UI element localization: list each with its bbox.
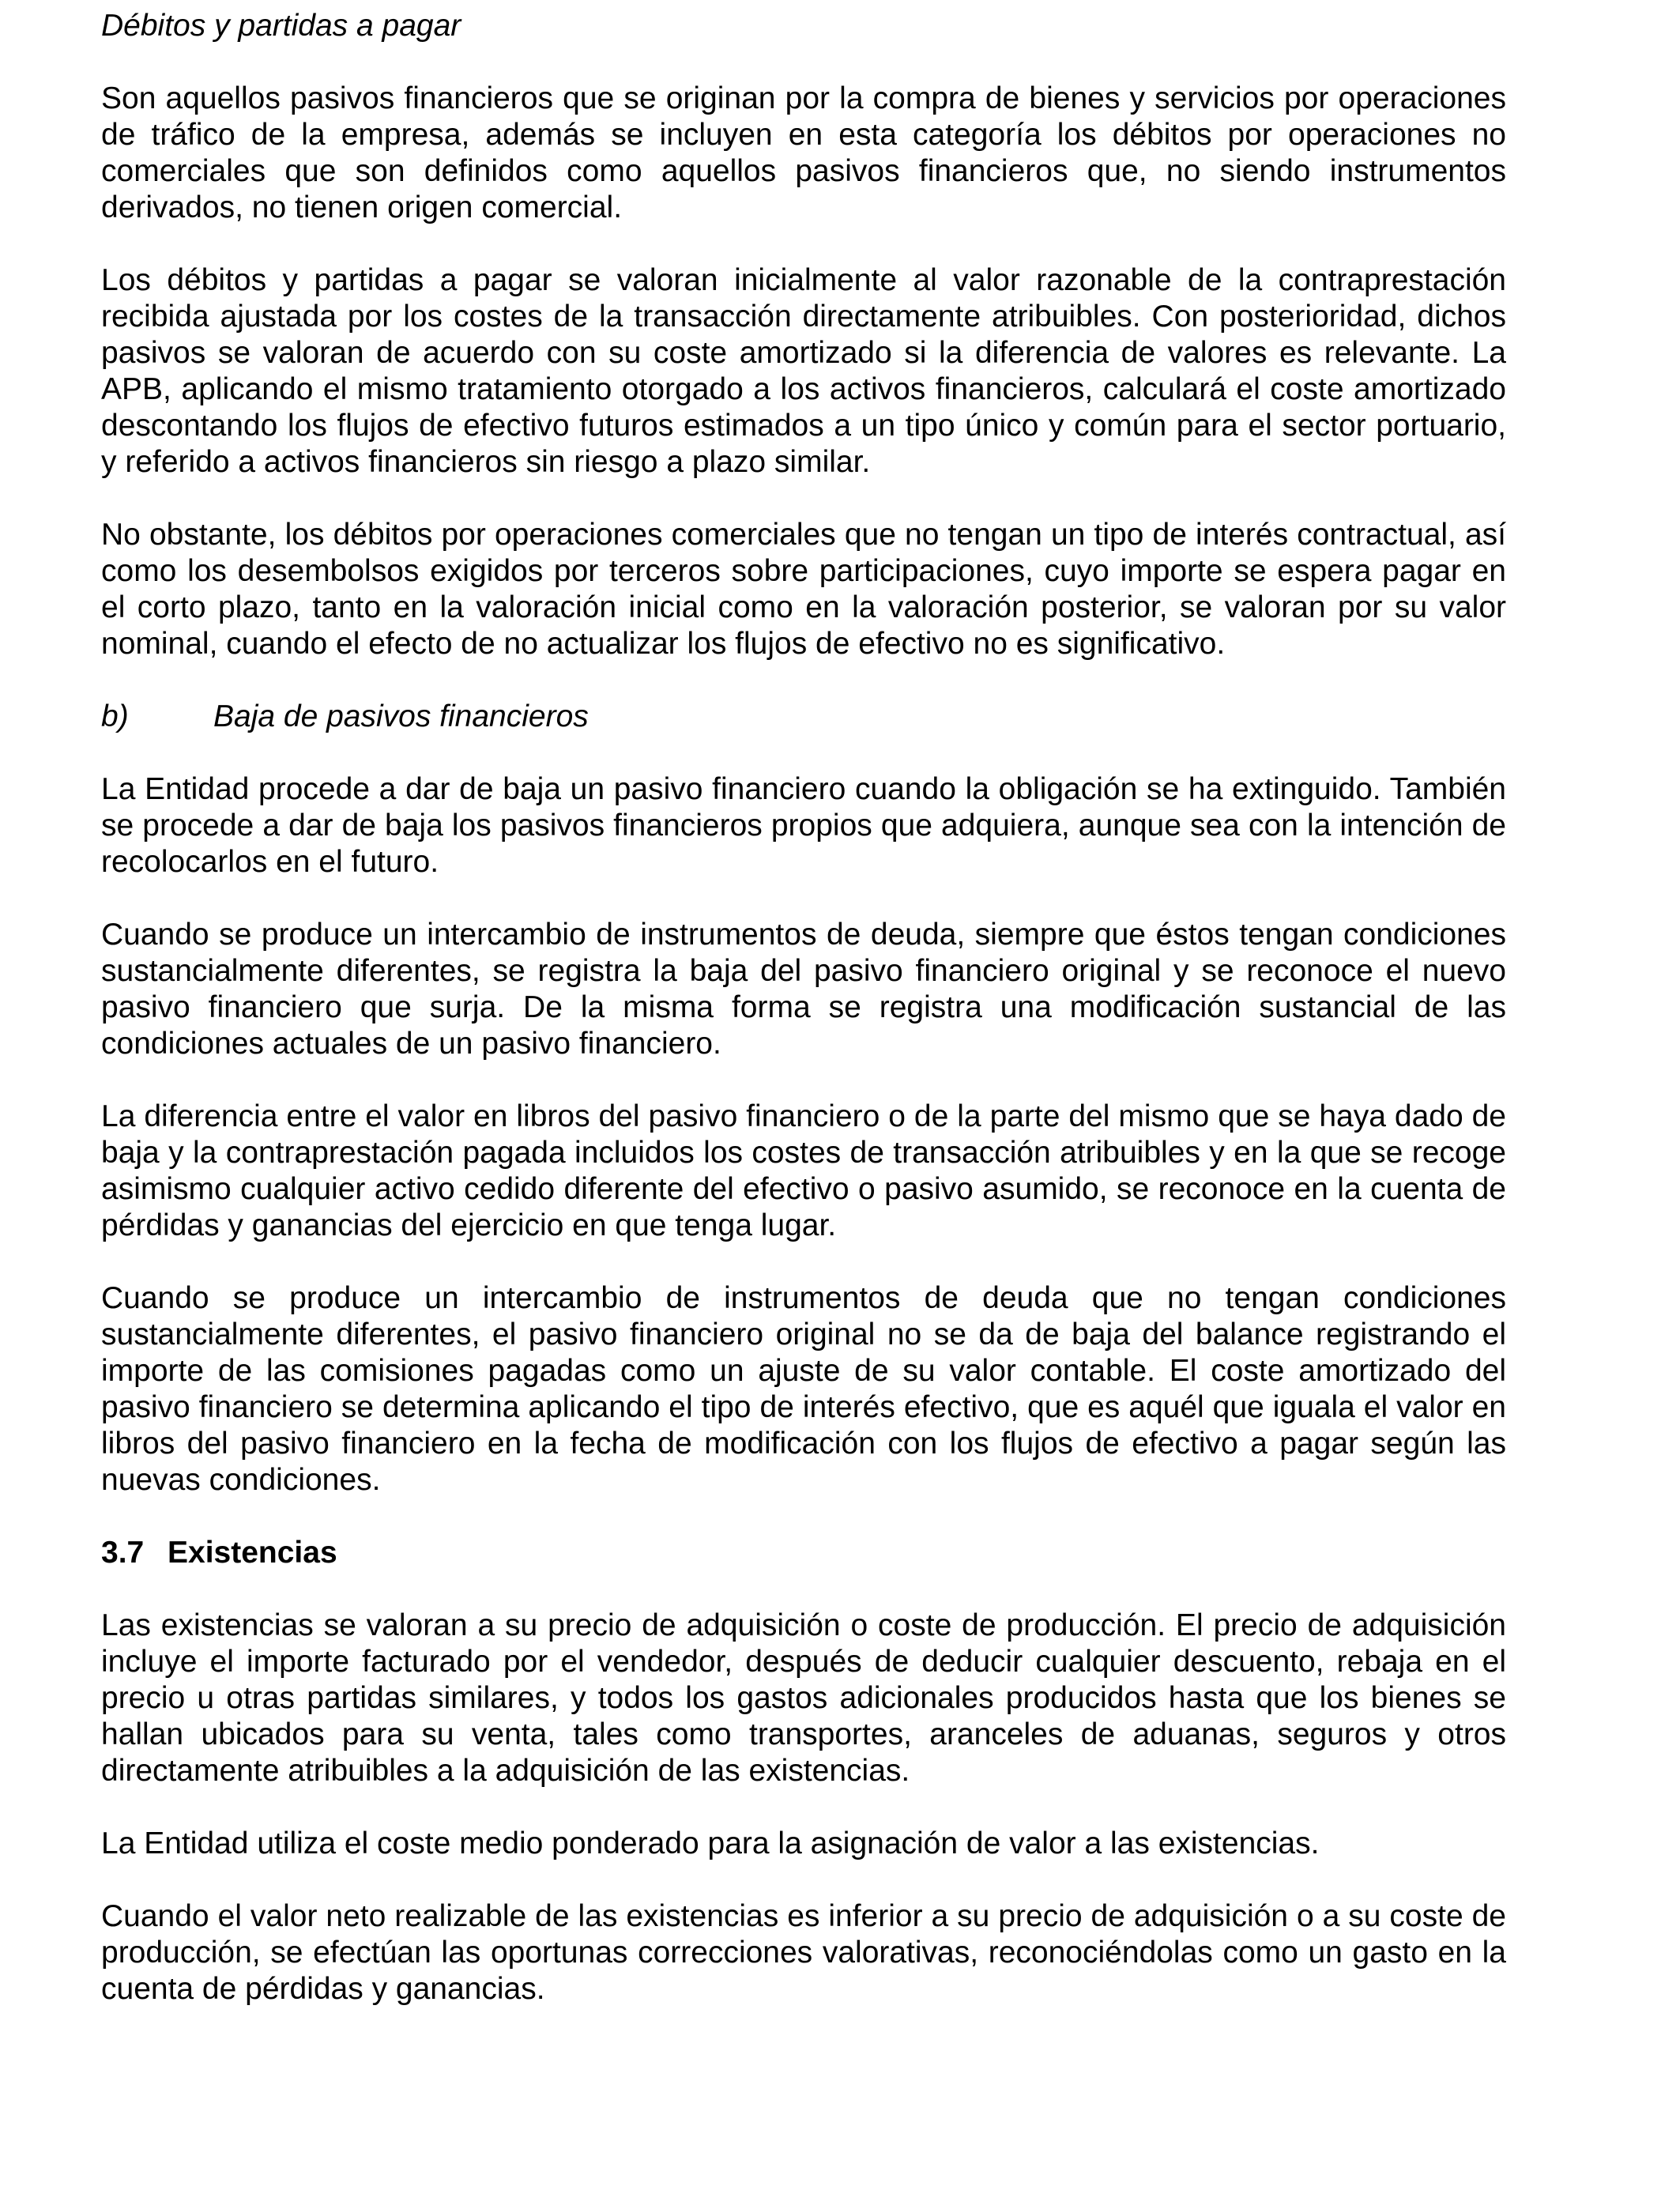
paragraph-debitos-nominal: No obstante, los débitos por operaciones comerciales que no tengan un tipo de interés contractual, así como los desembolsos exigidos por terceros sobre participaciones, cuyo importe se espera pagar en el corto plazo, tanto en la valoración inicial como en la valoración posterior, se valoran por su valor nominal, cuando el efecto de no actualizar los flujos de efectivo no es significativo. <box>101 518 1506 661</box>
subsection-heading-baja <box>101 699 1506 735</box>
paragraph-baja-no-sustancial: Cuando se produce un intercambio de instrumentos de deuda que no tengan condiciones sustancialmente diferentes, el pasivo financiero original no se da de baja del balance registrando el importe de las comisiones pagadas como un ajuste de su valor contable. El coste amortizado del pasivo financiero se determina aplicando el tipo de interés efectivo, que es aquél que iguala el valor en libros del pasivo financiero en la fecha de modificación con los flujos de efectivo a pagar según las nuevas condiciones. <box>101 1281 1506 1497</box>
section-number: 3.7 <box>101 1536 145 1570</box>
intro-heading: Débitos y partidas a pagar <box>101 9 461 43</box>
paragraph-baja-intercambio: Cuando se produce un intercambio de instrumentos de deuda, siempre que éstos tengan condiciones sustancialmente diferentes, se registra la baja del pasivo financiero original y se reconoce el nuevo pasivo financiero que surja. De la misma forma se registra una modificación sustancial de las condiciones actuales de un pasivo financiero. <box>101 918 1506 1061</box>
paragraph-debitos-definicion: Son aquellos pasivos financieros que se originan por la compra de bienes y servicios por operaciones de tráfico de la empresa, además se incluyen en esta categoría los débitos por operaciones no comerciales que son definidos como aquellos pasivos financieros que, no siendo instrumentos derivados, no tienen origen comercial. <box>101 81 1506 224</box>
paragraph-baja-extincion: La Entidad procede a dar de baja un pasivo financiero cuando la obligación se ha extinguido. También se procede a dar de baja los pasivos financieros propios que adquiera, aunque sea con la intención de recolocarlos en el futuro. <box>101 772 1506 879</box>
section-title: Existencias <box>168 1536 337 1570</box>
subsection-marker: b) <box>101 699 129 733</box>
paragraph-debitos-valoracion: Los débitos y partidas a pagar se valoran inicialmente al valor razonable de la contraprestación recibida ajustada por los costes de la transacción directamente atribuibles. Con posterioridad, dichos pasivos se valoran de acuerdo con su coste amortizado si la diferencia de valores es relevante. La APB, aplicando el mismo tratamiento otorgado a los activos financieros, calculará el coste amortizado descontando los flujos de efectivo futuros estimados a un tipo único y común para el sector portuario, y referido a activos financieros sin riesgo a plazo similar. <box>101 263 1506 479</box>
paragraph-existencias-correcciones: Cuando el valor neto realizable de las existencias es inferior a su precio de adquisición o a su coste de producción, se efectúan las oportunas correcciones valorativas, reconociéndolas como un gasto en la cuenta de pérdidas y ganancias. <box>101 1899 1506 2006</box>
section-heading-existencias <box>101 1535 1506 1571</box>
subsection-title: Baja de pasivos financieros <box>213 699 589 733</box>
paragraph-baja-diferencia: La diferencia entre el valor en libros del pasivo financiero o de la parte del mismo que se haya dado de baja y la contraprestación pagada incluidos los costes de transacción atribuibles y en la que se recoge asimismo cualquier activo cedido diferente del efectivo o pasivo asumido, se reconoce en la cuenta de pérdidas y ganancias del ejercicio en que tenga lugar. <box>101 1099 1506 1242</box>
paragraph-existencias-coste-medio: La Entidad utiliza el coste medio ponderado para la asignación de valor a las existencias. <box>101 1826 1320 1860</box>
document-page <box>101 8 1506 2044</box>
paragraph-existencias-valoracion: Las existencias se valoran a su precio de adquisición o coste de producción. El precio de adquisición incluye el importe facturado por el vendedor, después de deducir cualquier descuento, rebaja en el precio u otras partidas similares, y todos los gastos adicionales producidos hasta que los bienes se hallan ubicados para su venta, tales como transportes, aranceles de aduanas, seguros y otros directamente atribuibles a la adquisición de las existencias. <box>101 1608 1506 1788</box>
